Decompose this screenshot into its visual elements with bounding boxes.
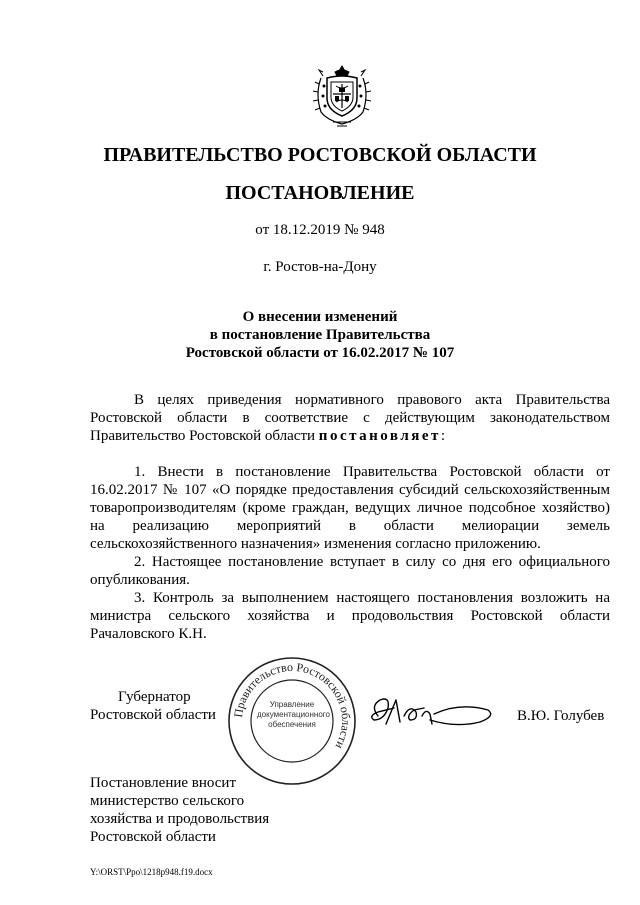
introduced-by-line: министерство сельского	[90, 793, 245, 809]
signatory-title-line: Губернатор	[118, 689, 191, 705]
introduced-by-line: хозяйства и продовольствия	[90, 811, 270, 827]
signatory-name: В.Ю. Голубев	[517, 708, 605, 724]
preamble-text: В целях приведения нормативного правового акта Правительства Ростовской области в соответствие с действующим законодательством Правительство Ростовской области	[90, 392, 610, 444]
introduced-by-line: Постановление вносит	[90, 775, 237, 791]
file-path: Y:\ORST\Ppo\1218p948.f19.docx	[90, 867, 213, 877]
government-title: ПРАВИТЕЛЬСТВО РОСТОВСКОЙ ОБЛАСТИ	[103, 144, 537, 166]
items-list	[90, 463, 610, 643]
handwritten-signature	[360, 686, 500, 740]
subject-line: О внесении изменений	[242, 309, 398, 325]
rostov-coat-of-arms-icon	[311, 64, 373, 128]
subject-line: Ростовской области от 16.02.2017 № 107	[185, 345, 455, 361]
list-item: 1. Внести в постановление Правительства Ростовской области от 16.02.2017 № 107 «О порядке предоставления субсидий сельскохозяйственным товаропроизводителям (кроме граждан, ведущих личное подсобное хозяйство) на реализацию мероприятий в области мелиорации земель сельскохозяйственного назначения» изменения согласно приложению.	[90, 464, 610, 552]
document-type-title: ПОСТАНОВЛЕНИЕ	[225, 182, 415, 204]
stamp-line: Управление	[269, 700, 315, 709]
stamp-line: документационного	[257, 710, 330, 719]
preamble-paragraph	[90, 391, 610, 445]
stamp-inner-text	[257, 700, 330, 730]
preamble-emphasis: постановляет	[318, 428, 441, 444]
introduced-by	[90, 774, 269, 846]
signatory-title	[90, 688, 216, 724]
preamble	[90, 391, 610, 445]
introduced-by-line: Ростовской области	[90, 829, 216, 845]
stamp-ring-text: Правительство Ростовской области	[231, 659, 354, 752]
subject-line: в постановление Правительства	[209, 327, 431, 343]
city: г. Ростов-на-Дону	[263, 259, 377, 275]
stamp-line: обеспечения	[268, 720, 316, 729]
official-stamp	[227, 656, 357, 786]
preamble-end: :	[440, 428, 446, 444]
list-item: 3. Контроль за выполнением настоящего постановления возложить на министра сельского хозяйства и продовольствия Ростовской области Рачаловского К.Н.	[90, 590, 610, 642]
document-subject	[0, 308, 640, 362]
signatory-title-line: Ростовской области	[90, 707, 216, 723]
list-item: 2. Настоящее постановление вступает в силу со дня его официального опубликования.	[90, 554, 610, 588]
date-number: от 18.12.2019 № 948	[255, 222, 385, 238]
